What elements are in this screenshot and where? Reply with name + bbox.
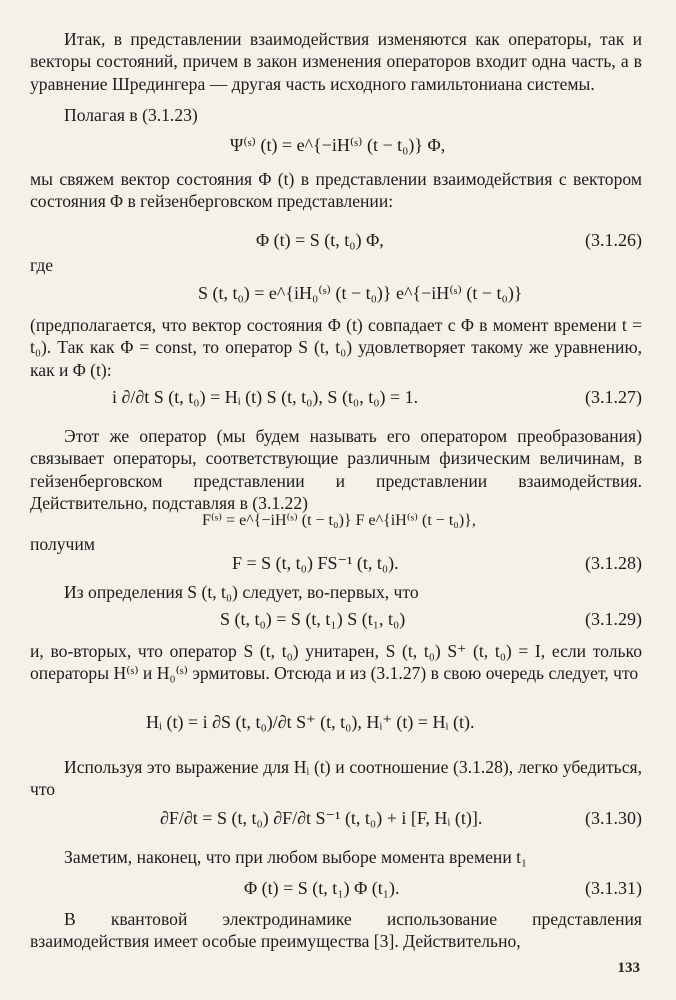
equation-formula: Ψ⁽ˢ⁾ (t) = e^{−iH⁽ˢ⁾ (t − t₀)} Φ, (230, 135, 446, 155)
equation-formula: Hᵢ (t) = i ∂S (t, t₀)/∂t S⁺ (t, t₀), Hᵢ⁺ (t) = Hᵢ (t). (146, 712, 475, 732)
equation-formula: S (t, t₀) = S (t, t₁) S (t₁, t₀) (220, 609, 406, 629)
paragraph-obtain: получим (30, 534, 95, 554)
equation-psi (30, 130, 642, 160)
paragraph-definition: Из определения S (t, t₀) следует, во-первых, что (64, 582, 419, 602)
paragraph-qed: В квантовой электродинамике использование представления взаимодействия имеет особые преимущества [3]. Действительно, (30, 909, 642, 952)
equation-3-1-26 (30, 225, 642, 255)
equation-3-1-31 (30, 873, 642, 903)
paragraph-intro: Итак, в представлении взаимодействия изменяются как операторы, так и векторы состояний, причем в закон изменения операторов входит одна часть, а в уравнение Шредингера — другая часть исходного гамильтониана системы. (30, 29, 642, 94)
paragraph-relation: мы свяжем вектор состояния Φ (t) в представлении взаимодействия с вектором состояния Φ в гейзенберговском представлении: (30, 169, 642, 212)
paragraph-using: Используя это выражение для Hᵢ (t) и соотношение (3.1.28), легко убедиться, что (30, 757, 642, 800)
equation-number: (3.1.26) (585, 230, 642, 250)
paragraph-unitary: и, во-вторых, что оператор S (t, t₀) унитарен, S (t, t₀) S⁺ (t, t₀) = I, если только операторы H⁽ˢ⁾ и H₀⁽ˢ⁾ эрмитовы. Отсюда и из (3.1.27) в свою очередь следует, что (30, 641, 642, 684)
paragraph-assumption: (предполагается, что вектор состояния Φ (t) совпадает с Φ в момент времени t = t₀). Так как Φ = const, то оператор S (t, t₀) удовлетворяет такому же уравнению, как и Φ (t): (30, 315, 642, 380)
equation-number: (3.1.29) (585, 609, 642, 629)
equation-formula: S (t, t₀) = e^{iH₀⁽ˢ⁾ (t − t₀)} e^{−iH⁽ˢ⁾ (t − t₀)} (198, 283, 523, 303)
paragraph-finally: Заметим, наконец, что при любом выборе момента времени t₁ (64, 847, 528, 867)
equation-number: (3.1.31) (585, 878, 642, 898)
equation-number: (3.1.30) (585, 808, 642, 828)
page-number: 133 (617, 960, 640, 976)
equation-3-1-30 (30, 803, 642, 833)
equation-formula: F = S (t, t₀) FS⁻¹ (t, t₀). (232, 553, 399, 573)
equation-formula: Φ (t) = S (t, t₁) Φ (t₁). (244, 878, 400, 898)
paragraph-transformation: Этот же оператор (мы будем называть его оператором преобразования) связывает операторы, соответствующие различным физическим величинам, в гейзенберговском представлении и представлении взаимодействия. Действительно, подставляя в (3.1.22) (30, 426, 642, 514)
equation-3-1-28 (30, 548, 642, 578)
equation-3-1-29 (30, 604, 642, 634)
equation-formula: Φ (t) = S (t, t₀) Φ, (256, 230, 384, 250)
equation-number: (3.1.28) (585, 553, 642, 573)
equation-formula: F⁽ˢ⁾ = e^{−iH⁽ˢ⁾ (t − t₀)} F e^{iH⁽ˢ⁾ (t − t₀)}, (202, 512, 476, 529)
equation-formula: ∂F/∂t = S (t, t₀) ∂F/∂t S⁻¹ (t, t₀) + i [F, Hᵢ (t)]. (160, 808, 483, 828)
equation-s-operator (30, 278, 642, 308)
paragraph-substitution: Полагая в (3.1.23) (64, 105, 198, 125)
equation-f-schrodinger (30, 506, 642, 536)
equation-3-1-27 (30, 382, 642, 412)
equation-number: (3.1.27) (585, 387, 642, 407)
paragraph-where: где (30, 255, 54, 275)
equation-hamiltonian-interaction (30, 707, 642, 737)
equation-formula: i ∂/∂t S (t, t₀) = Hᵢ (t) S (t, t₀), S (t₀, t₀) = 1. (112, 387, 419, 407)
